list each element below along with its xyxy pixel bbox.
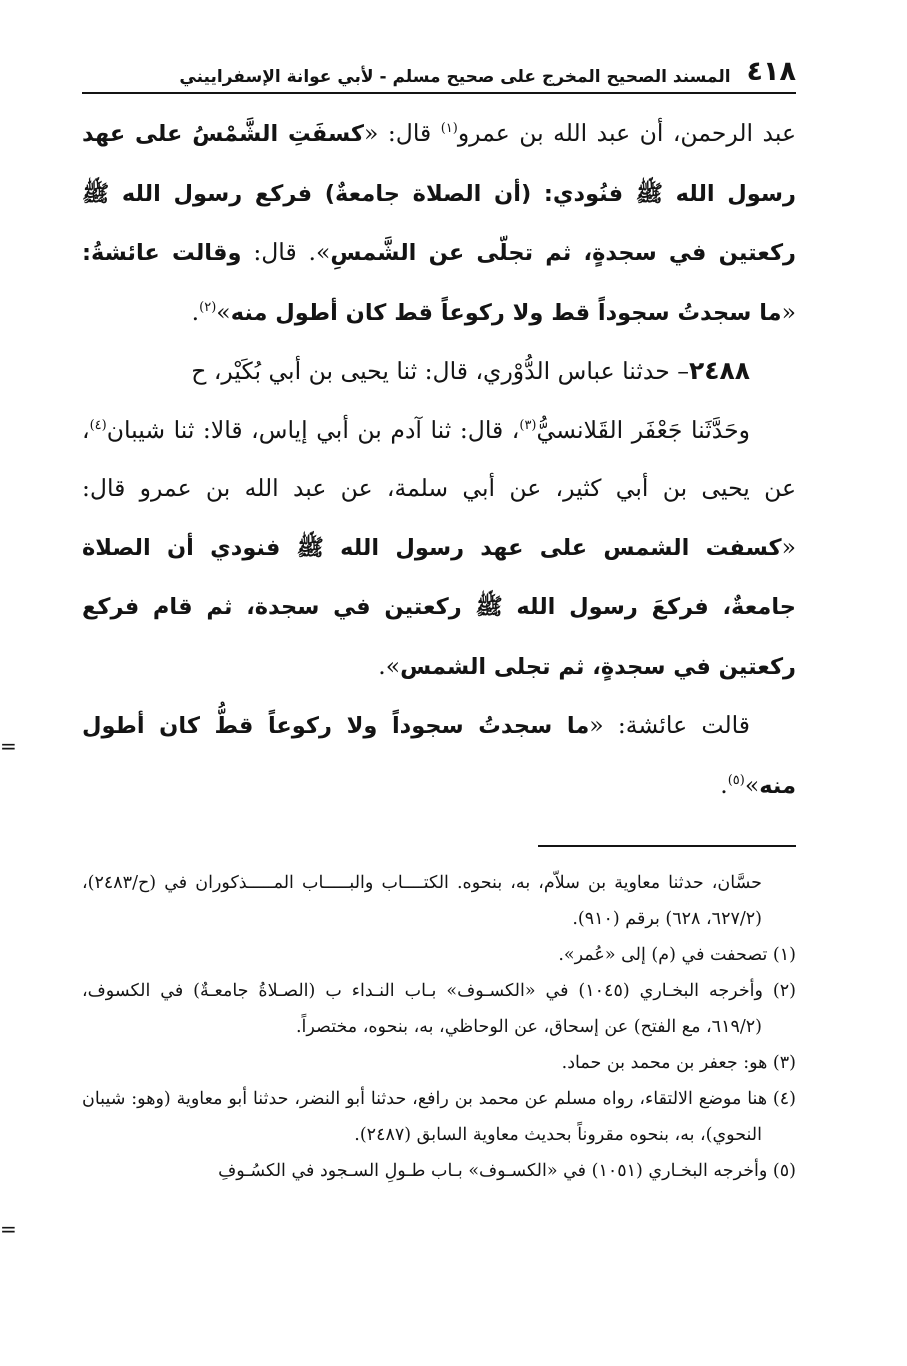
paragraph-4 bbox=[82, 696, 796, 815]
hadith-text: ما سجدتُ سجوداً ولا ركوعاً قطُّ كان أطول منه bbox=[82, 713, 796, 799]
text-span: . bbox=[191, 297, 200, 326]
footnote-ref-4[interactable]: (٤) bbox=[89, 417, 107, 433]
footnote-ref-1[interactable]: (١) bbox=[440, 121, 458, 137]
paragraph-2 bbox=[82, 342, 796, 401]
text-span: ، عن يحيى بن أبي كثير، عن أبي سلمة، عن عبد الله بن عمرو قال: « bbox=[82, 415, 796, 561]
main-text bbox=[82, 104, 796, 815]
narrator-text: وقالت عائشةُ: bbox=[82, 240, 242, 266]
footnote-ref-2[interactable]: (٢) bbox=[199, 299, 217, 315]
text-span: عبد الرحمن، أن عبد الله بن عمرو bbox=[457, 119, 796, 147]
footnote-4: (٤) هنا موضع الالتقاء، رواه مسلم عن محمد بن رافع، حدثنا أبو النضر، حدثنا أبو معاوية (وهو: شيبان النحوي)، به، بنحوه مقروناً بحديث معاوية السابق (٢٤٨٧). bbox=[82, 1089, 796, 1145]
running-title: المسند الصحيح المخرج على صحيح مسلم - لأبي عوانة الإسفراييني bbox=[179, 67, 731, 87]
text-span: » bbox=[216, 297, 231, 326]
footnote-5: (٥) وأخرجه البخـاري (١٠٥١) في «الكسـوف» بـاب طـولِ السـجود في الكسُـوفِ bbox=[218, 1161, 796, 1181]
footnotes bbox=[82, 865, 796, 1189]
text-span: وحَدَّثَنا جَعْفَر القَلانسيُّ bbox=[536, 415, 751, 444]
text-span: ». قال: bbox=[241, 238, 331, 266]
text-span: ، قال: ثنا آدم بن أبي إياس، قالا: ثنا شيبان bbox=[106, 415, 520, 444]
paragraph-3 bbox=[82, 401, 796, 697]
hadith-text: كسفَتِ الشَّمْسُ على عهد رسول الله ﷺ فنُودي: (أن الصلاة جامعةٌ) فركع رسول الله ﷺ ركعتين في سجدةٍ، ثم تجلّى عن الشَّمسِ bbox=[82, 121, 796, 266]
text-span: » bbox=[744, 770, 760, 799]
page-number: ٤١٨ bbox=[746, 56, 796, 87]
book-page bbox=[82, 56, 796, 1189]
text-span: « bbox=[781, 297, 796, 326]
footnote-ref-5[interactable]: (٥) bbox=[727, 772, 745, 788]
footnote-ref-3[interactable]: (٣) bbox=[519, 417, 537, 433]
paragraph-1 bbox=[82, 104, 796, 342]
footnote-2: (٢) وأخرجه البخـاري (١٠٤٥) في «الكسـوف» بـاب النـداء ب (الصـلاةُ جامعـةٌ) في الكسوف، (٦١٩/٢، مع الفتح) عن إسحاق، عن الوحاظي، به، بنحوه، مختصراً. bbox=[82, 981, 796, 1037]
page-header bbox=[82, 56, 796, 94]
footnote-1: (١) تصحفت في (م) إلى «عُمر». bbox=[558, 945, 796, 965]
text-span: قالت عائشة: « bbox=[589, 711, 750, 739]
hadith-number: ٢٤٨٨ bbox=[688, 356, 750, 385]
hadith-text: كسفت الشمس على عهد رسول الله ﷺ فنودي أن الصلاة جامعةٌ، فركعَ رسول الله ﷺ ركعتين في سجدة، ثم قام فركع ركعتين في سجدةٍ، ثم تجلى الشمس bbox=[82, 534, 796, 680]
footnote-separator bbox=[538, 845, 796, 847]
text-span: . bbox=[720, 770, 728, 799]
continuation-mark-top: = bbox=[0, 734, 17, 758]
text-span: قال: « bbox=[363, 119, 441, 147]
text-span: ». bbox=[378, 651, 401, 680]
footnote-3: (٣) هو: جعفر بن محمد بن حماد. bbox=[561, 1053, 796, 1073]
footnote-continuation: حسَّان، حدثنا معاوية بن سلاّم، به، بنحوه. الكتــــاب والبـــــاب المـــــذكوران في (ح/٢٤٨٣)، (٦٢٧/٢، ٦٢٨) برقم (٩١٠). bbox=[82, 873, 762, 929]
hadith-text: ما سجدتُ سجوداً قط ولا ركوعاً قط كان أطول منه bbox=[230, 299, 782, 326]
continuation-mark-bottom: = bbox=[0, 1217, 17, 1241]
text-span: – حدثنا عباس الدُّوْري، قال: ثنا يحيى بن أبي بُكَيْر، ح bbox=[191, 357, 689, 385]
